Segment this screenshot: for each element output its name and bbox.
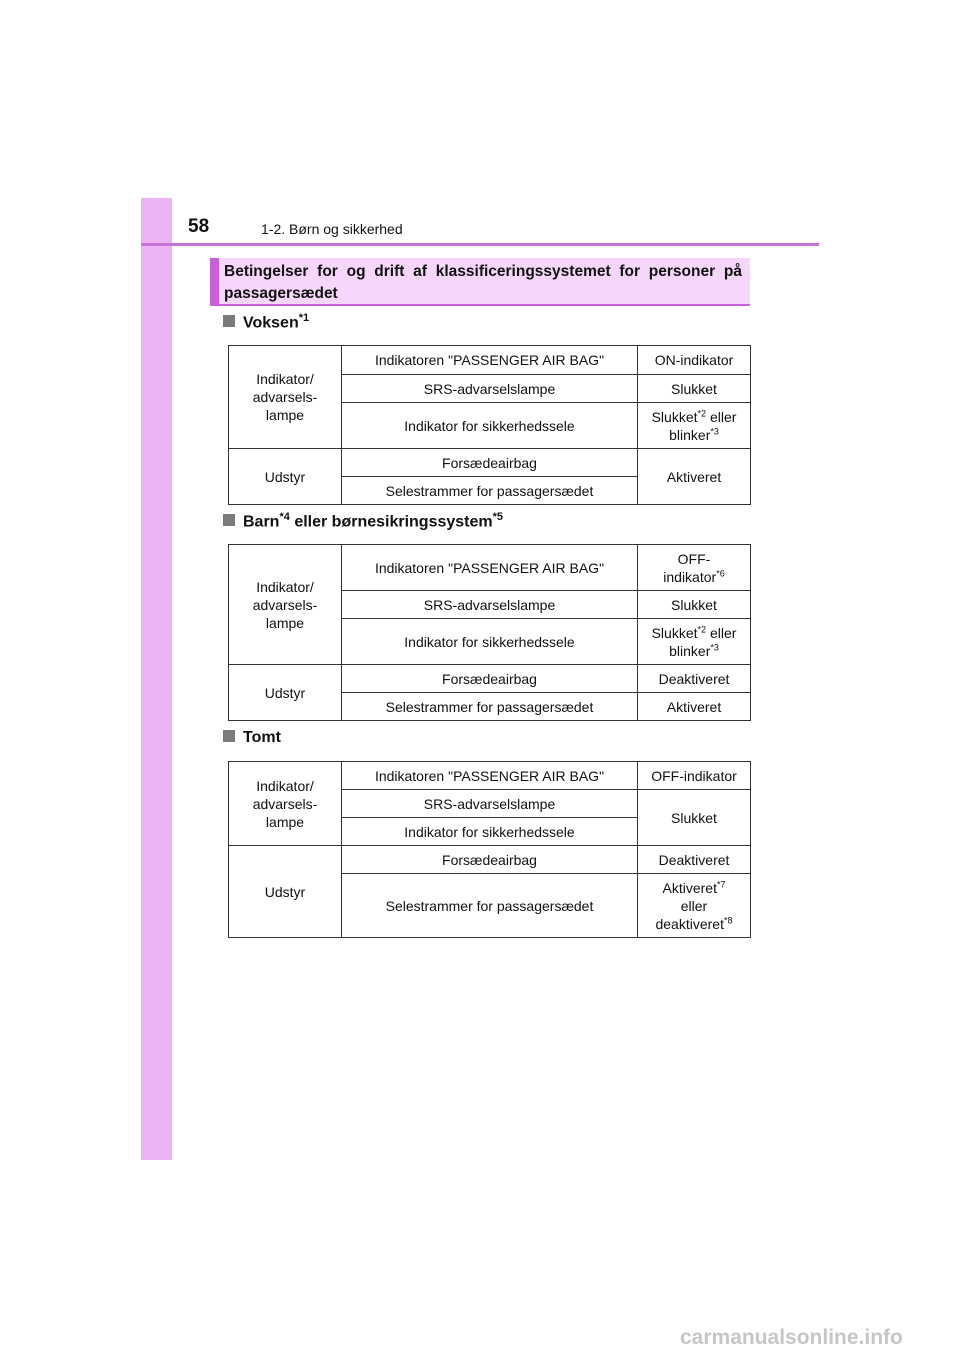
row-value: Aktiveret xyxy=(638,449,751,505)
chapter-title: 1-2. Børn og sikkerhed xyxy=(261,221,403,237)
row-value: Slukket xyxy=(638,790,751,846)
row-value: Deaktiveret xyxy=(638,846,751,874)
table-adult xyxy=(228,345,751,505)
row-label: Indikator for sikkerhedssele xyxy=(342,818,638,846)
watermark: carmanualsonline.info xyxy=(680,1326,903,1349)
row-label: Forsædeairbag xyxy=(342,665,638,693)
subheading-child: Barn$^{*4}$ eller børnesikringssystem$^{*5}$ xyxy=(223,511,503,531)
row-value: ON-indikator xyxy=(638,346,751,375)
row-value: Slukket xyxy=(638,375,751,403)
equipment-label-cell: Udstyr xyxy=(229,846,342,938)
row-value: OFF-indikator xyxy=(638,762,751,790)
square-bullet-icon xyxy=(223,730,235,742)
table-row xyxy=(229,846,751,874)
table-child xyxy=(228,544,751,721)
side-color-strip xyxy=(141,198,172,1160)
table-row xyxy=(229,665,751,693)
row-label: Indikator for sikkerhedssele xyxy=(342,403,638,449)
row-label: Selestrammer for passagersædet xyxy=(342,874,638,938)
table-row xyxy=(229,762,751,790)
page-number: 58 xyxy=(188,216,210,237)
section-heading: Betingelser for og drift af klassificeringssystemet for personer på passagersædet xyxy=(210,258,750,306)
row-label: Selestrammer for passagersædet xyxy=(342,693,638,721)
indicator-label-cell: Indikator/ advarsels- lampe xyxy=(229,346,342,449)
table-row xyxy=(229,449,751,477)
square-bullet-icon xyxy=(223,315,235,327)
subheading-adult: Voksen$^{*1}$ xyxy=(223,312,309,332)
row-value: Slukket xyxy=(638,591,751,619)
subheading-empty: Tomt xyxy=(223,729,281,747)
header-rule xyxy=(141,243,819,246)
row-label: SRS-advarselslampe xyxy=(342,790,638,818)
row-value: Aktiveret$^{*7}$ eller deaktiveret$^{*8}$ xyxy=(638,874,751,938)
row-label: Forsædeairbag xyxy=(342,846,638,874)
row-value: Slukket$^{*2}$ eller blinker$^{*3}$ xyxy=(638,403,751,449)
row-value: OFF- indikator$^{*6}$ xyxy=(638,545,751,591)
row-label: SRS-advarselslampe xyxy=(342,375,638,403)
row-label: Forsædeairbag xyxy=(342,449,638,477)
table-row xyxy=(229,346,751,375)
row-label: Indikator for sikkerhedssele xyxy=(342,619,638,665)
row-label: Indikatoren "PASSENGER AIR BAG" xyxy=(342,762,638,790)
row-value: Slukket$^{*2}$ eller blinker$^{*3}$ xyxy=(638,619,751,665)
row-label: Indikatoren "PASSENGER AIR BAG" xyxy=(342,545,638,591)
indicator-label-cell: Indikator/ advarsels- lampe xyxy=(229,762,342,846)
equipment-label-cell: Udstyr xyxy=(229,665,342,721)
table-empty xyxy=(228,761,751,938)
equipment-label-cell: Udstyr xyxy=(229,449,342,505)
row-label: Indikatoren "PASSENGER AIR BAG" xyxy=(342,346,638,375)
row-value: Deaktiveret xyxy=(638,665,751,693)
indicator-label-cell: Indikator/ advarsels- lampe xyxy=(229,545,342,665)
table-row xyxy=(229,545,751,591)
row-label: SRS-advarselslampe xyxy=(342,591,638,619)
row-label: Selestrammer for passagersædet xyxy=(342,477,638,505)
square-bullet-icon xyxy=(223,514,235,526)
row-value: Aktiveret xyxy=(638,693,751,721)
